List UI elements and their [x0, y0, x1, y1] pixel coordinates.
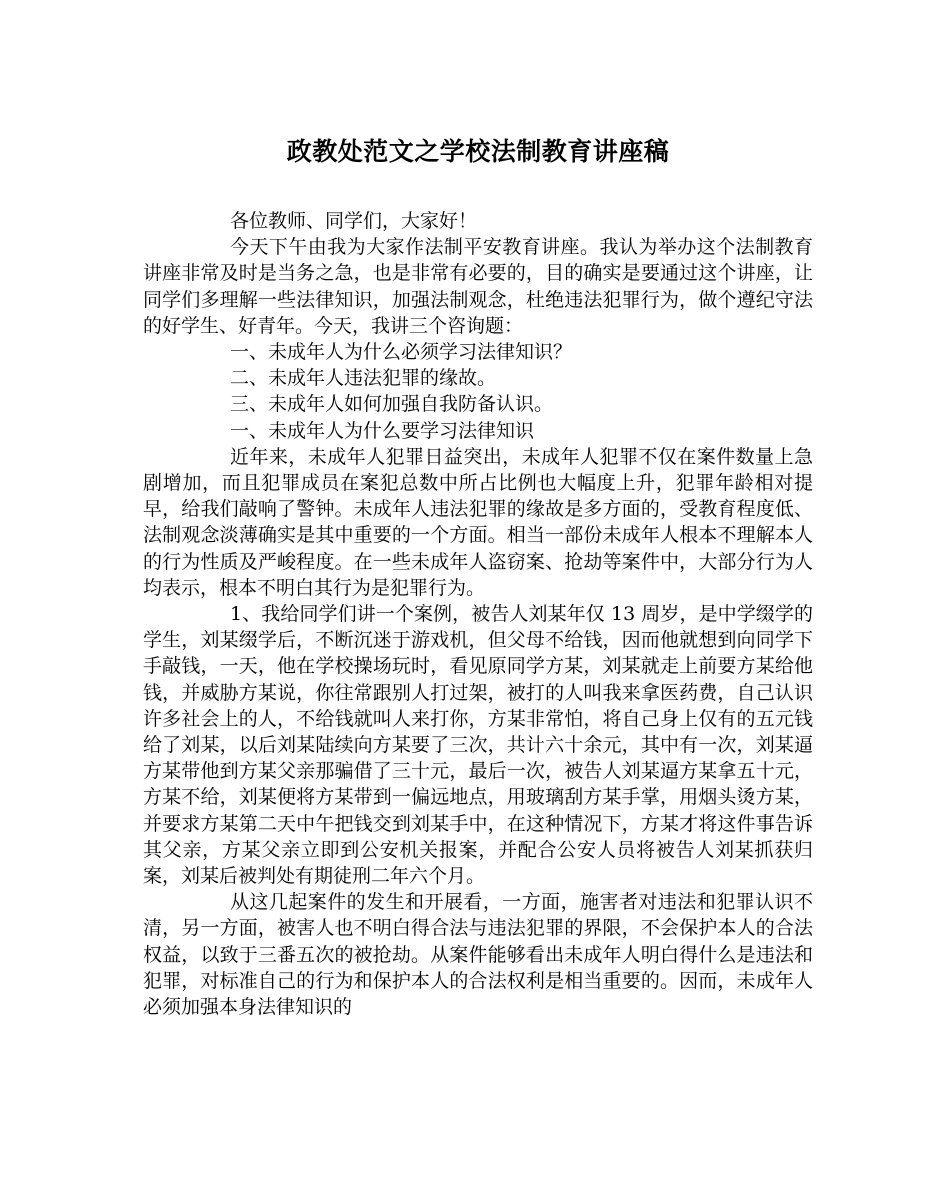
paragraph-background: 近年来，未成年人犯罪日益突出，未成年人犯罪不仅在案件数量上急剧增加，而且犯罪成员在案犯总数中所占比例也大幅度上升，犯罪年龄相对提早，给我们敲响了警钟。未成年人违法犯罪的缘故是多方面的，受教育程度低、法制观念淡薄确实是其中重要的一个方面。相当一部份未成年人根本不理解本人的行为性质及严峻程度。在一些未成年人盗窃案、抢劫等案件中，大部分行为人均表示，根本不明白其行为是犯罪行为。 — [143, 445, 813, 599]
paragraph-case-example: 1、我给同学们讲一个案例，被告人刘某年仅 13 周岁，是中学缀学的学生，刘某缀学后，不断沉迷于游戏机，但父母不给钱，因而他就想到向同学下手敲钱，一天，他在学校操场玩时，看见原同学方某，刘某就走上前要方某给他钱，并威胁方某说，你往常跟别人打过架，被打的人叫我来拿医药费，自己认识许多社会上的人，不给钱就叫人来打你，方某非常怕，将自己身上仅有的五元钱给了刘某，以后刘某陆续向方某要了三次，共计六十余元，其中有一次，刘某逼方某带他到方某父亲那骗借了三十元，最后一次，被告人刘某逼方某拿五十元，方某不给，刘某便将方某带到一偏远地点，用玻璃刮方某手掌，用烟头烫方某，并要求方某第二天中午把钱交到刘某手中，在这种情况下，方某才将这件事告诉其父亲，方某父亲立即到公安机关报案，并配合公安人员将被告人刘某抓获归案，刘某后被判处有期徒刑二年六个月。 — [143, 603, 813, 888]
paragraph-topic-3: 三、未成年人如何加强自我防备认识。 — [230, 393, 554, 416]
paragraph-topic-1: 一、未成年人为什么必须学习法律知识？ — [230, 341, 573, 364]
section-heading-1: 一、未成年人为什么要学习法律知识 — [230, 419, 535, 442]
paragraph-greeting: 各位教师、同学们，大家好！ — [230, 210, 478, 232]
paragraph-analysis: 从这几起案件的发生和开展看，一方面，施害者对违法和犯罪认识不清，另一方面，被害人也不明白得合法与违法犯罪的界限，不会保护本人的合法权益，以致于三番五次的被抢劫。从案件能够看出未成年人明白得什么是违法和犯罪，对标准自己的行为和保护本人的合法权利是相当重要的。因而，未成年人必须加强本身法律知识的 — [143, 891, 813, 1019]
paragraph-intro: 今天下午由我为大家作法制平安教育讲座。我认为举办这个法制教育讲座非常及时是当务之急，也是非常有必要的，目的确实是要通过这个讲座，让同学们多理解一些法律知识，加强法制观念，杜绝违法犯罪行为，做个遵纪守法的好学生、好青年。今天，我讲三个咨询题： — [143, 236, 813, 337]
document-body — [143, 208, 813, 1020]
document-title: 政教处范文之学校法制教育讲座稿 — [286, 137, 670, 166]
paragraph-topic-2: 二、未成年人违法犯罪的缘故。 — [230, 367, 497, 390]
